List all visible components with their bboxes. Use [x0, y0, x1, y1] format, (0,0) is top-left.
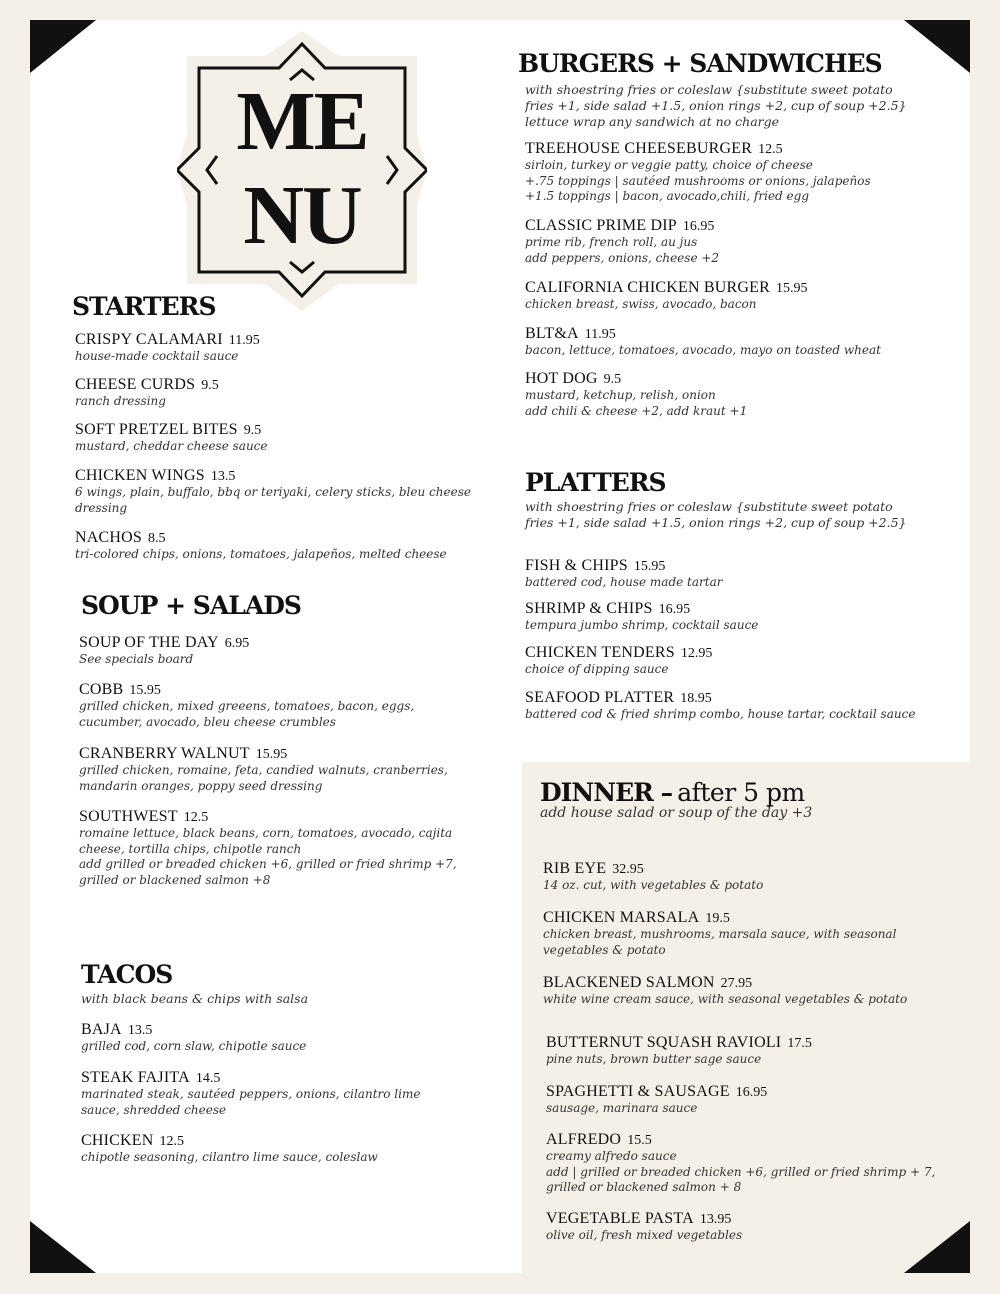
- menu-item: [525, 557, 925, 591]
- item-name: BLT&A: [525, 325, 579, 342]
- item-name: ALFREDO: [546, 1131, 622, 1148]
- item-name: BUTTERNUT SQUASH RAVIOLI: [546, 1034, 782, 1051]
- menu-item: [525, 370, 925, 419]
- item-name: CHICKEN: [81, 1132, 154, 1149]
- item-name: STEAK FAJITA: [81, 1069, 190, 1086]
- item-name: SHRIMP & CHIPS: [525, 600, 653, 617]
- item-desc: sausage, marinara sauce: [546, 1101, 698, 1115]
- menu-item: [75, 331, 485, 365]
- section-note-dinner: add house salad or soup of the day +3: [540, 805, 813, 821]
- item-price: 6.95: [224, 636, 250, 651]
- section-title-burgers: BURGERS + SANDWICHES: [518, 49, 882, 78]
- item-desc: romaine lettuce, black beans, corn, tomatoes, avocado, cajita cheese, tortilla chips, chipotle ranch: [79, 826, 453, 856]
- dinner-panel: [522, 762, 970, 1273]
- dinner-heading: [540, 778, 805, 807]
- item-desc: ranch dressing: [75, 394, 166, 408]
- item-name: HOT DOG: [525, 370, 598, 387]
- section-note-tacos: with black beans & chips with salsa: [81, 991, 309, 1006]
- menu-item: [525, 217, 925, 266]
- item-desc: battered cod, house made tartar: [525, 575, 723, 589]
- item-price: 9.5: [243, 423, 262, 438]
- item-name: SEAFOOD PLATTER: [525, 689, 675, 706]
- menu-item: [525, 644, 925, 678]
- menu-item: [525, 600, 925, 634]
- item-price: 14.5: [195, 1071, 221, 1086]
- corner-triangle-bottom-right: [904, 1221, 970, 1273]
- corner-triangle-bottom-left: [30, 1221, 96, 1273]
- item-price: 15.95: [633, 559, 666, 574]
- item-desc: white wine cream sauce, with seasonal vegetables & potato: [543, 992, 908, 1006]
- item-name: TREEHOUSE CHEESEBURGER: [525, 140, 753, 157]
- item-price: 8.5: [148, 531, 166, 546]
- item-desc: 6 wings, plain, buffalo, bbq or teriyaki, celery sticks, bleu cheese dressing: [75, 485, 471, 515]
- item-price: 19.5: [705, 911, 730, 926]
- item-desc: marinated steak, sautéed peppers, onions, cilantro lime sauce, shredded cheese: [81, 1087, 421, 1117]
- menu-logo: [177, 28, 427, 313]
- item-name: RIB EYE: [543, 860, 607, 877]
- menu-item: [543, 909, 948, 958]
- item-price: 11.95: [584, 327, 616, 342]
- section-title-dinner: DINNER –: [540, 778, 673, 807]
- item-desc-extra: +.75 toppings | sautéed mushrooms or onions, jalapeños: [525, 173, 871, 188]
- item-name: CHICKEN TENDERS: [525, 644, 675, 661]
- item-desc: 14 oz. cut, with vegetables & potato: [543, 878, 764, 892]
- section-note-platters: with shoestring fries or coleslaw {substitute sweet potato fries +1, side salad +1.5, onion rings +2, cup of soup +2.5}: [525, 499, 907, 530]
- item-desc: battered cod & fried shrimp combo, house tartar, cocktail sauce: [525, 707, 916, 721]
- menu-item: [79, 681, 459, 730]
- item-name: NACHOS: [75, 529, 142, 546]
- item-name: COBB: [79, 681, 124, 698]
- section-title-starters: STARTERS: [72, 292, 216, 321]
- item-price: 27.95: [720, 976, 753, 991]
- item-price: 32.95: [612, 862, 644, 877]
- item-price: 16.95: [735, 1085, 768, 1100]
- corner-triangle-top-right: [904, 20, 970, 73]
- item-price: 15.95: [776, 281, 808, 296]
- menu-item: [525, 325, 925, 359]
- menu-item: [79, 745, 484, 794]
- item-desc: bacon, lettuce, tomatoes, avocado, mayo on toasted wheat: [525, 343, 881, 357]
- menu-item: [543, 974, 948, 1008]
- item-name: CRANBERRY WALNUT: [79, 745, 250, 762]
- corner-triangle-top-left: [30, 20, 96, 73]
- menu-item: [81, 1132, 491, 1166]
- item-name: SOUTHWEST: [79, 808, 178, 825]
- menu-item: [525, 279, 925, 313]
- menu-item: [546, 1083, 946, 1117]
- menu-item: [75, 421, 485, 455]
- item-name: SPAGHETTI & SAUSAGE: [546, 1083, 730, 1100]
- section-title-tacos: TACOS: [81, 960, 173, 989]
- menu-item: [75, 376, 485, 410]
- item-price: 13.95: [699, 1212, 732, 1227]
- dinner-subtitle: after 5 pm: [677, 778, 805, 807]
- item-desc: See specials board: [79, 652, 194, 666]
- item-desc: grilled chicken, mixed greeens, tomatoes, bacon, eggs, cucumber, avocado, bleu cheese crumbles: [79, 699, 415, 729]
- item-name: VEGETABLE PASTA: [546, 1210, 694, 1227]
- item-price: 15.5: [627, 1133, 652, 1148]
- menu-item: [75, 467, 475, 516]
- menu-item: [81, 1021, 491, 1055]
- item-price: 11.95: [228, 333, 260, 348]
- item-name: CALIFORNIA CHICKEN BURGER: [525, 279, 771, 296]
- item-desc: mustard, ketchup, relish, onion: [525, 388, 716, 402]
- item-price: 15.95: [129, 683, 161, 698]
- item-price: 18.95: [680, 691, 712, 706]
- item-name: CHICKEN MARSALA: [543, 909, 700, 926]
- menu-item: [525, 140, 925, 205]
- item-desc: tempura jumbo shrimp, cocktail sauce: [525, 618, 759, 632]
- item-price: 12.5: [159, 1134, 185, 1149]
- item-name: CHICKEN WINGS: [75, 467, 205, 484]
- menu-item: [546, 1210, 886, 1244]
- section-note-burgers: with shoestring fries or coleslaw {substitute sweet potato fries +1, side salad +1.5, onion rings +2, cup of soup +2.5} lettuce wrap any sandwich at no charge: [525, 82, 907, 129]
- item-price: 13.5: [210, 469, 236, 484]
- menu-item: [81, 1069, 461, 1118]
- item-desc: pine nuts, brown butter sage sauce: [546, 1052, 762, 1066]
- item-name: BAJA: [81, 1021, 122, 1038]
- item-desc: choice of dipping sauce: [525, 662, 669, 676]
- menu-item: [75, 529, 495, 563]
- item-name: CRISPY CALAMARI: [75, 331, 223, 348]
- item-price: 15.95: [255, 747, 288, 762]
- menu-item: [79, 634, 489, 668]
- item-price: 12.95: [680, 646, 713, 661]
- item-price: 17.5: [787, 1036, 812, 1051]
- section-title-platters: PLATTERS: [525, 468, 666, 497]
- item-desc-extra: add chili & cheese +2, add kraut +1: [525, 403, 748, 418]
- item-desc: chicken breast, mushrooms, marsala sauce, with seasonal vegetables & potato: [543, 927, 897, 957]
- section-title-soup-salads: SOUP + SALADS: [81, 591, 301, 620]
- menu-item: [543, 860, 943, 894]
- item-desc: olive oil, fresh mixed vegetables: [546, 1228, 743, 1242]
- item-desc: creamy alfredo sauce: [546, 1149, 677, 1163]
- menu-item: [546, 1131, 936, 1196]
- item-price: 9.5: [603, 372, 622, 387]
- item-desc: mustard, cheddar cheese sauce: [75, 439, 268, 453]
- item-price: 9.5: [201, 378, 219, 393]
- item-desc-extra: add grilled or breaded chicken +6, grilled or fried shrimp +7, grilled or blackened salmon +8: [79, 857, 457, 887]
- item-desc: chipotle seasoning, cilantro lime sauce, coleslaw: [81, 1150, 378, 1164]
- item-name: SOFT PRETZEL BITES: [75, 421, 238, 438]
- logo-text-nu: NU: [243, 169, 361, 262]
- item-desc: grilled cod, corn slaw, chipotle sauce: [81, 1039, 307, 1053]
- item-desc-extra: +1.5 toppings | bacon, avocado,chili, fried egg: [525, 189, 810, 203]
- item-price: 16.95: [682, 219, 715, 234]
- item-price: 12.5: [758, 142, 783, 157]
- menu-item: [525, 689, 945, 723]
- item-name: CHEESE CURDS: [75, 376, 196, 393]
- logo-text-me: ME: [236, 75, 368, 168]
- item-price: 16.95: [658, 602, 691, 617]
- item-price: 13.5: [127, 1023, 153, 1038]
- item-desc: sirloin, turkey or veggie patty, choice of cheese: [525, 158, 813, 172]
- item-price: 12.5: [183, 810, 209, 825]
- item-name: SOUP OF THE DAY: [79, 634, 219, 651]
- item-desc: chicken breast, swiss, avocado, bacon: [525, 297, 757, 311]
- menu-item: [546, 1034, 946, 1068]
- item-name: CLASSIC PRIME DIP: [525, 217, 677, 234]
- item-desc: prime rib, french roll, au jus: [525, 235, 698, 249]
- item-desc: grilled chicken, romaine, feta, candied walnuts, cranberries, mandarin oranges, poppy seed dressing: [79, 763, 448, 793]
- menu-item: [79, 808, 489, 888]
- item-desc-extra: add | grilled or breaded chicken +6, grilled or fried shrimp + 7, grilled or blackened salmon + 8: [546, 1164, 936, 1194]
- item-desc-extra: add peppers, onions, cheese +2: [525, 250, 720, 265]
- item-desc: house-made cocktail sauce: [75, 349, 239, 363]
- item-desc: tri-colored chips, onions, tomatoes, jalapeños, melted cheese: [75, 547, 447, 561]
- item-name: BLACKENED SALMON: [543, 974, 715, 991]
- item-name: FISH & CHIPS: [525, 557, 628, 574]
